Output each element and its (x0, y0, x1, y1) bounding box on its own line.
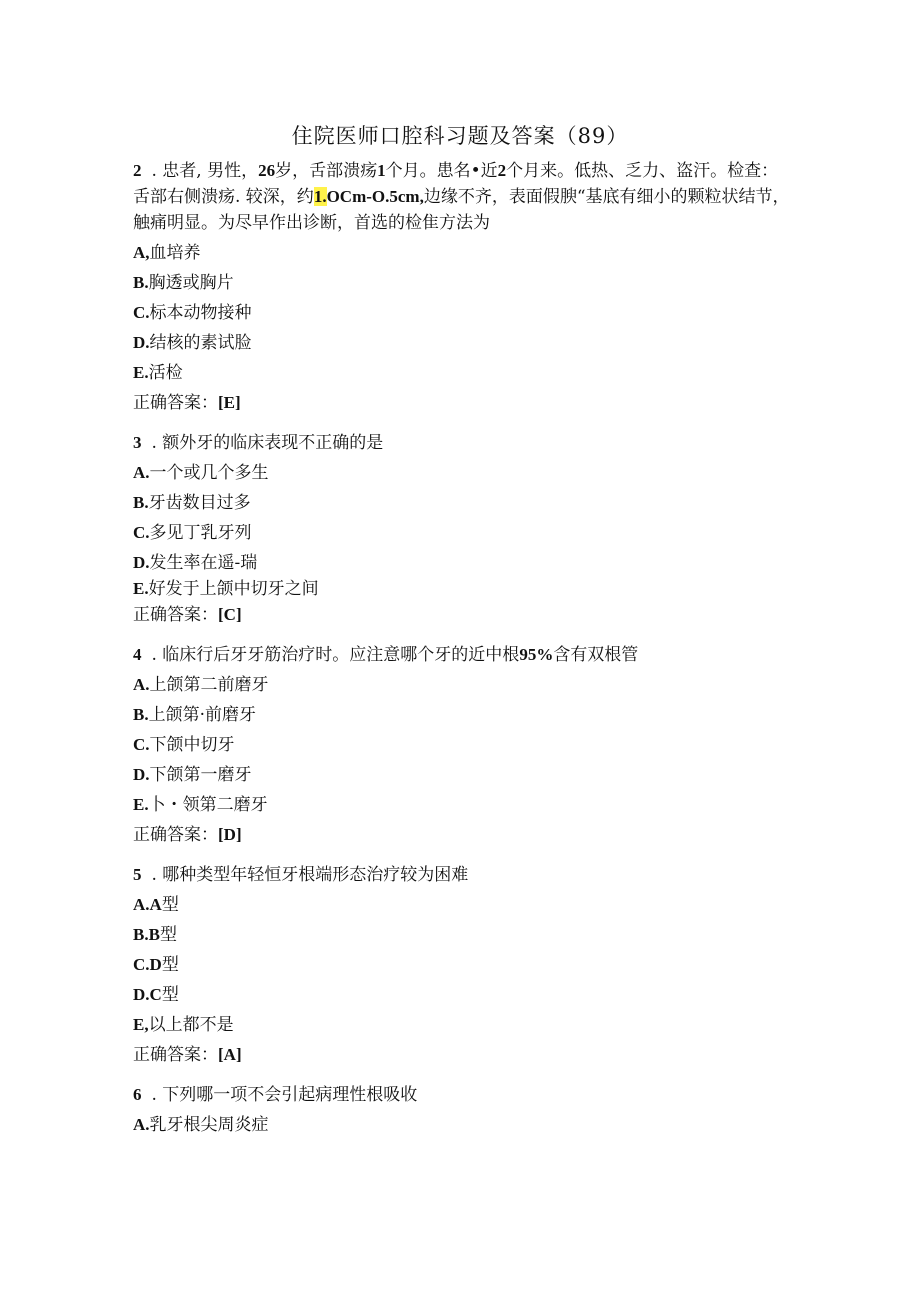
option-text: 乳牙根尖周炎症 (149, 1115, 269, 1135)
option-text: 胸透或胸片 (148, 273, 234, 293)
stem-text: 边缘不齐，表面假腴“基底有细小的颗粒状结节，触痛明显。为尽早作出诊断，首选的检隹方法为 (133, 187, 790, 233)
option-d (133, 330, 793, 356)
option-text: 血培养 (149, 243, 201, 263)
stem-text: . 哪种类型年轻恒牙根端形态治疗较为困难 (151, 865, 469, 885)
option-a (133, 1112, 793, 1138)
option-text: 牙齿数目过多 (148, 493, 251, 513)
option-letter: B. (133, 273, 149, 292)
stem-text: . 下列哪一项不会引起病理性根吸收 (151, 1085, 418, 1105)
question-3 (133, 430, 793, 628)
option-b (133, 490, 793, 516)
stem-number: 26 (258, 161, 276, 180)
option-letter: D. (133, 765, 150, 784)
question-stem (133, 862, 793, 888)
option-letter: A. (133, 463, 150, 482)
option-letter: B. (133, 493, 149, 512)
option-text: 下颌第一磨牙 (149, 765, 252, 785)
option-e (133, 792, 793, 818)
option-text: 卜・领第二磨牙 (148, 795, 268, 815)
option-e (133, 576, 793, 602)
option-c (133, 300, 793, 326)
option-b (133, 922, 793, 948)
option-d (133, 982, 793, 1008)
option-letter: D. (133, 333, 150, 352)
option-text: 结核的素试脸 (149, 333, 252, 353)
option-letter: D. (133, 553, 150, 572)
option-letter: A, (133, 243, 150, 262)
option-text: 型 (161, 955, 179, 975)
question-stem (133, 158, 793, 236)
option-b (133, 702, 793, 728)
answer-value: [A] (218, 1045, 242, 1064)
question-number: 3 (133, 433, 142, 452)
option-letter: C.D (133, 955, 162, 974)
option-a (133, 240, 793, 266)
stem-measurement: OCm-O.5cm, (326, 187, 424, 206)
stem-text: 含有双根管 (553, 645, 639, 665)
stem-number: 2 (497, 161, 507, 180)
option-e (133, 360, 793, 386)
correct-answer (133, 390, 793, 416)
option-letter: A. (133, 1115, 150, 1134)
question-number: 4 (133, 645, 142, 664)
answer-label: 正确答案： (133, 825, 218, 845)
option-letter: A.A (133, 895, 162, 914)
question-4 (133, 642, 793, 848)
option-d (133, 762, 793, 788)
correct-answer (133, 1042, 793, 1068)
highlighted-text: 1. (313, 187, 327, 206)
option-text: 下颌中切牙 (149, 735, 235, 755)
option-a (133, 460, 793, 486)
question-number: 5 (133, 865, 142, 884)
option-e (133, 1012, 793, 1038)
option-letter: E, (133, 1015, 149, 1034)
answer-label: 正确答案： (133, 605, 218, 625)
option-letter: B. (133, 705, 149, 724)
option-text: 以上都不是 (148, 1015, 234, 1035)
option-text: 型 (159, 925, 177, 945)
option-c (133, 520, 793, 546)
question-stem (133, 642, 793, 668)
option-letter: C. (133, 303, 150, 322)
option-d (133, 550, 793, 576)
option-text: 好发于上颌中切牙之间 (148, 579, 319, 599)
question-2 (133, 158, 793, 416)
option-text: 上颌第·前磨牙 (148, 705, 256, 725)
question-list (133, 158, 793, 1152)
answer-value: [C] (218, 605, 242, 624)
option-text: 标本动物接种 (149, 303, 252, 323)
option-letter: E. (133, 363, 149, 382)
option-text: 上颌第二前磨牙 (149, 675, 269, 695)
stem-text: . 额外牙的临床表现不正确的是 (151, 433, 384, 453)
option-letter: C. (133, 735, 150, 754)
option-text: 一个或几个多生 (149, 463, 269, 483)
question-number: 6 (133, 1085, 142, 1104)
option-c (133, 952, 793, 978)
option-a (133, 892, 793, 918)
answer-label: 正确答案： (133, 1045, 218, 1065)
stem-text: 个月。患名•近 (385, 161, 498, 181)
option-letter: A. (133, 675, 150, 694)
option-letter: B.B (133, 925, 160, 944)
option-text: 多见丁乳牙列 (149, 523, 252, 543)
question-number: 2 (133, 161, 142, 180)
correct-answer (133, 822, 793, 848)
question-6 (133, 1082, 793, 1138)
option-text: 型 (161, 985, 179, 1005)
option-text: 型 (161, 895, 179, 915)
answer-value: [E] (218, 393, 241, 412)
option-a (133, 672, 793, 698)
question-stem (133, 1082, 793, 1108)
option-c (133, 732, 793, 758)
answer-label: 正确答案： (133, 393, 218, 413)
stem-number: 95% (519, 645, 554, 664)
option-text: 发生率在遥-瑞 (149, 553, 258, 573)
option-letter: E. (133, 795, 149, 814)
document-title: 住院医师口腔科习题及答案（89） (291, 124, 629, 148)
stem-text: . 临床行后牙牙筋治疗时。应注意哪个牙的近中根 (151, 645, 520, 665)
stem-text: 岁，舌部溃疡 (275, 161, 378, 181)
stem-text: . 忠者, 男性， (151, 161, 259, 181)
option-letter: D.C (133, 985, 162, 1004)
correct-answer (133, 602, 793, 628)
option-letter: C. (133, 523, 150, 542)
option-b (133, 270, 793, 296)
answer-value: [D] (218, 825, 242, 844)
question-5 (133, 862, 793, 1068)
question-stem (133, 430, 793, 456)
option-text: 活检 (148, 363, 183, 383)
option-letter: E. (133, 579, 149, 598)
stem-text: 个月来。低热、乏力、盗汗。检查：舌部右侧溃疡. 较深，约 (133, 161, 779, 207)
stem-number: 1 (377, 161, 386, 180)
